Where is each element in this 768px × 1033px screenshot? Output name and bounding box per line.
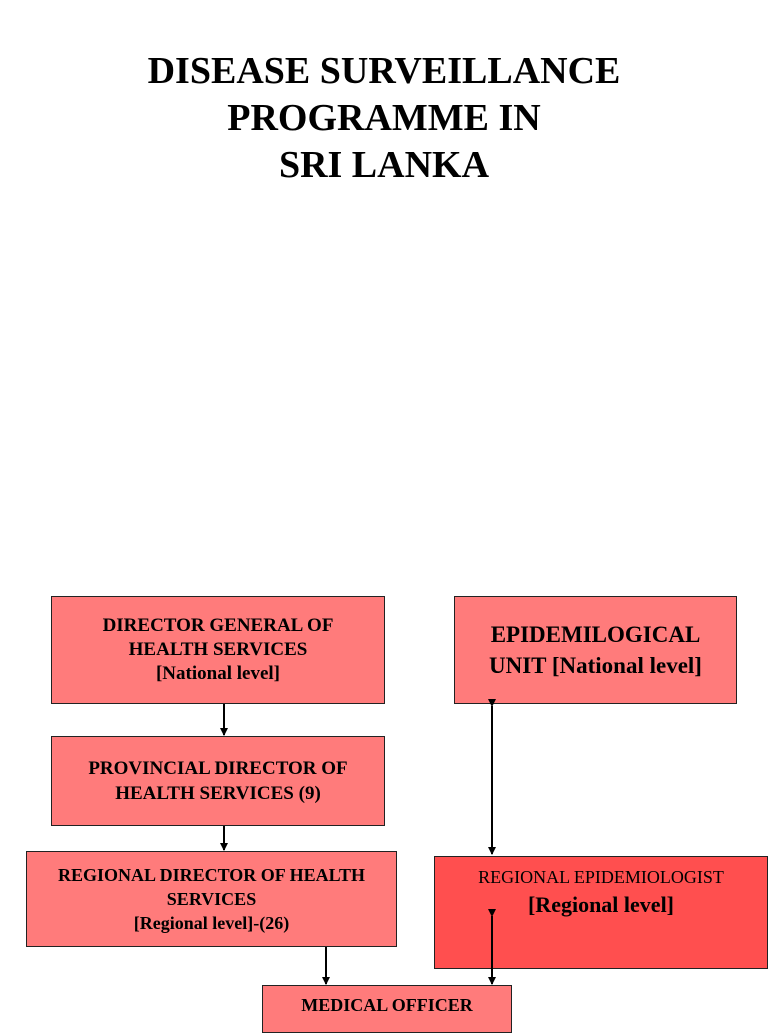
title-line-1: DISEASE SURVEILLANCE <box>147 50 621 92</box>
epidemiological-unit-line-2: UNIT [National level] <box>489 653 702 678</box>
provincial-director-line-2: HEALTH SERVICES (9) <box>115 783 321 804</box>
regional-epidemiologist-line-2: [Regional level] <box>527 892 675 917</box>
title-line-2: PROGRAMME IN <box>227 97 541 139</box>
regional-director-line-1: REGIONAL DIRECTOR OF HEALTH <box>58 865 365 885</box>
regional-director-line-3: [Regional level]-(26) <box>133 913 290 933</box>
regional-director-line-2: SERVICES <box>166 889 257 909</box>
epidemiological-unit-line-1: EPIDEMILOGICAL <box>490 622 701 647</box>
director-general-line-1: DIRECTOR GENERAL OF <box>102 615 334 636</box>
medical-officer-line-1: MEDICAL OFFICER <box>301 995 473 1015</box>
title-line-3: SRI LANKA <box>278 144 490 186</box>
provincial-director-line-1: PROVINCIAL DIRECTOR OF <box>88 758 348 779</box>
regional-epidemiologist-line-1: REGIONAL EPIDEMIOLOGIST <box>478 867 724 887</box>
director-general-line-2: HEALTH SERVICES <box>128 639 308 660</box>
director-general-line-3: [National level] <box>155 663 280 684</box>
